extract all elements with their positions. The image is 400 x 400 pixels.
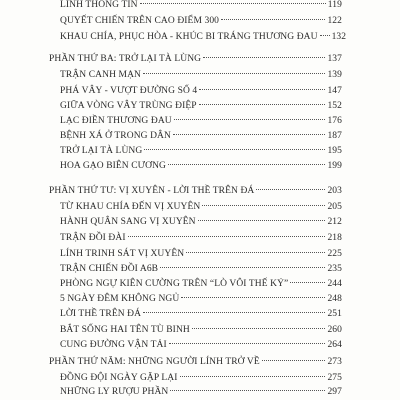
toc-entry-title: BỆNH XÁ Ở TRONG DÂN <box>60 131 171 141</box>
toc-entry-title: TRẬN CANH MẠN <box>60 70 141 80</box>
toc-entry-page: 251 <box>327 309 342 319</box>
toc-part-entry <box>49 54 342 65</box>
toc-entry-title: BẮT SỐNG HAI TÊN TÙ BINH <box>60 325 190 335</box>
toc-entry-page: 244 <box>327 279 342 289</box>
toc-entry-title: LÍNH TRINH SÁT VỊ XUYÊN <box>60 249 185 259</box>
toc-entry-page: 137 <box>327 54 342 64</box>
toc-entry <box>60 309 342 320</box>
toc-part-title: PHẦN THỨ TƯ: VỊ XUYÊN - LỜI THỀ TRÊN ĐÁ <box>49 186 255 196</box>
dot-leader <box>256 189 325 190</box>
toc-entry-title: NHỮNG LY RƯỢU PHẦN <box>60 387 169 397</box>
toc-entry <box>60 86 342 97</box>
toc-entry-page: 205 <box>327 202 342 212</box>
dot-leader <box>143 312 325 313</box>
toc-entry-title: PHÁ VÂY - VƯỢT ĐƯỜNG SỐ 4 <box>60 86 198 96</box>
toc-entry-title: LẠC ĐIỀN THƯƠNG ĐAU <box>60 116 172 126</box>
toc-entry-page: 199 <box>327 161 342 171</box>
toc-entry <box>60 373 342 384</box>
dot-leader <box>160 267 325 268</box>
toc-entry <box>60 325 342 336</box>
toc-entry <box>60 233 342 244</box>
dot-leader <box>290 282 325 283</box>
toc-entry <box>60 116 342 127</box>
toc-entry <box>60 264 342 275</box>
dot-leader <box>144 149 325 150</box>
toc-entry-title: TỪ KHAU CHÍA ĐẾN VỊ XUYÊN <box>60 202 201 212</box>
toc-entry-page: 297 <box>327 387 342 397</box>
toc-entry-page: 176 <box>327 116 342 126</box>
toc-entry-page: 187 <box>327 131 342 141</box>
toc-entry-page: 203 <box>327 186 342 196</box>
dot-leader <box>174 119 326 120</box>
toc-entry <box>60 202 342 213</box>
toc-entry-page: 119 <box>327 0 342 10</box>
toc-entry-page: 212 <box>327 217 342 227</box>
toc-entry-page: 235 <box>327 264 342 274</box>
toc-part-title: PHẦN THỨ BA: TRỞ LẠI TÀ LÙNG <box>49 54 202 64</box>
toc-entry-page: 195 <box>327 146 342 156</box>
dot-leader <box>202 205 325 206</box>
toc-entry <box>60 279 342 290</box>
toc-entry <box>60 249 342 260</box>
dot-leader <box>203 57 325 58</box>
toc-entry-page: 147 <box>327 86 342 96</box>
toc-entry <box>60 70 342 81</box>
toc-entry <box>60 161 342 172</box>
toc-entry <box>60 131 342 142</box>
toc-part-entry <box>49 357 342 368</box>
toc-entry <box>60 340 342 351</box>
toc-entry-title: QUYẾT CHIẾN TRÊN CAO ĐIỂM 300 <box>60 16 220 26</box>
toc-entry-title: TRẬN ĐỒI ĐÀI <box>60 233 126 243</box>
toc-part-title: PHẦN THỨ NĂM: NHỮNG NGƯỜI LÍNH TRỞ VỀ <box>49 357 260 367</box>
dot-leader <box>169 343 326 344</box>
toc-entry-title: PHÒNG NGỰ KIÊN CƯỜNG TRÊN “LÒ VÔI THẾ KỶ” <box>60 279 289 289</box>
toc-entry-page: 248 <box>327 294 342 304</box>
toc-entry-title: TRỞ LẠI TÀ LÙNG <box>60 146 143 156</box>
dot-leader <box>262 360 326 361</box>
toc-entry-page: 218 <box>327 233 342 243</box>
dot-leader <box>198 220 326 221</box>
dot-leader <box>173 134 325 135</box>
toc-entry-title: HOA GẠO BIÊN CƯƠNG <box>60 161 167 171</box>
toc-entry-page: 139 <box>327 70 342 80</box>
toc-entry-title: TRẬN CHIẾN ĐỒI A6B <box>60 264 159 274</box>
toc-entry-page: 122 <box>327 16 342 26</box>
dot-leader <box>143 73 325 74</box>
toc-part-entry <box>49 186 342 197</box>
toc-entry-title: LÍNH THÔNG TIN <box>60 0 138 10</box>
toc-entry <box>60 32 347 43</box>
toc-entry <box>60 217 342 228</box>
toc-entry <box>60 101 342 112</box>
toc-entry-page: 264 <box>327 340 342 350</box>
toc-entry-title: HÀNH QUÂN SANG VỊ XUYÊN <box>60 217 196 227</box>
toc-entry <box>60 16 342 27</box>
toc-entry-title: LỜI THỀ TRÊN ĐÁ <box>60 309 142 319</box>
toc-entry-title: 5 NGÀY ĐÊM KHÔNG NGỦ <box>60 294 180 304</box>
dot-leader <box>186 252 325 253</box>
dot-leader <box>180 376 326 377</box>
toc-entry-page: 260 <box>327 325 342 335</box>
toc-entry-page: 273 <box>327 357 342 367</box>
dot-leader <box>192 328 326 329</box>
toc-entry-title: CUNG ĐƯỜNG VẬN TẢI <box>60 340 167 350</box>
dot-leader <box>128 236 326 237</box>
dot-leader <box>199 89 325 90</box>
toc-entry-page: 152 <box>327 101 342 111</box>
dot-leader <box>199 104 326 105</box>
dot-leader <box>181 297 325 298</box>
toc-entry-page: 132 <box>331 32 347 42</box>
dot-leader <box>140 3 326 4</box>
toc-entry <box>60 294 342 305</box>
dot-leader <box>221 19 325 20</box>
dot-leader <box>320 35 330 36</box>
toc-entry <box>60 387 342 398</box>
toc-entry-title: KHAU CHÍA, PHỤC HÒA - KHÚC BI TRÁNG THƯƠNG ĐAU <box>60 32 318 42</box>
toc-entry-title: GIỮA VÒNG VÂY TRÙNG ĐIỆP <box>60 101 197 111</box>
toc-entry-page: 225 <box>327 249 342 259</box>
dot-leader <box>170 390 325 391</box>
toc-entry-title: ĐỒNG ĐỘI NGÀY GẶP LẠI <box>60 373 178 383</box>
toc-entry <box>60 146 342 157</box>
toc-entry <box>60 0 342 11</box>
toc-entry-page: 275 <box>327 373 342 383</box>
dot-leader <box>168 164 325 165</box>
